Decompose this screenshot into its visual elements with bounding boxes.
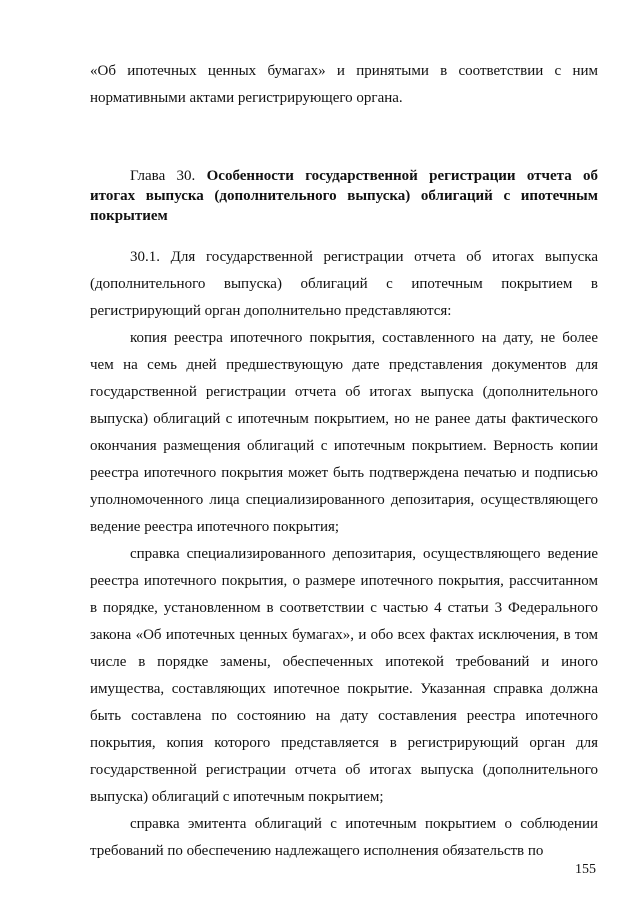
paragraph-30-1: 30.1. Для государственной регистрации отчета об итогах выпуска (дополнительного выпуска) облигаций с ипотечным покрытием в регистрирующий орган дополнительно представляются: [90,249,598,319]
intro-paragraph [90,58,598,112]
chapter-label: Глава 30. [130,168,196,184]
paragraph-depositary-certificate: справка специализированного депозитария, осуществляющего ведение реестра ипотечного покрытия, о размере ипотечного покрытия, рассчитанном в порядке, установленном в соответствии с частью 4 статьи 3 Федерального закона «Об ипотечных ценных бумагах», и обо всех фактах исключения, в том числе в порядке замены, обеспеченных ипотекой требований и иного имущества, составляющих ипотечное покрытие. Указанная справка должна быть составлена по состоянию на дату составления реестра ипотечного покрытия, копия которого представляется в регистрирующий орган для государственной регистрации отчета об итогах выпуска (дополнительного выпуска) облигаций с ипотечным покрытием; [90,546,598,805]
page-number: 155 [575,862,596,877]
intro-text: «Об ипотечных ценных бумагах» и принятыми в соответствии с ним нормативными актами регистрирующего органа. [90,63,598,106]
section-body [90,244,598,865]
paragraph-issuer-certificate: справка эмитента облигаций с ипотечным покрытием о соблюдении требований по обеспечению надлежащего исполнения обязательств по [90,816,598,859]
chapter-title: Особенности государственной регистрации отчета об итогах выпуска (дополнительного выпуска) облигаций с ипотечным покрытием [90,168,599,224]
paragraph-registry-copy: копия реестра ипотечного покрытия, составленного на дату, не более чем на семь дней предшествующую дате представления документов для государственной регистрации отчета об итогах выпуска (дополнительного выпуска) облигаций с ипотечным покрытием, но не ранее даты фактического окончания размещения облигаций с ипотечным покрытием. Верность копии реестра ипотечного покрытия может быть подтверждена печатью и подписью уполномоченного лица специализированного депозитария, осуществляющего ведение реестра ипотечного покрытия; [90,330,598,535]
chapter-heading [90,166,598,226]
